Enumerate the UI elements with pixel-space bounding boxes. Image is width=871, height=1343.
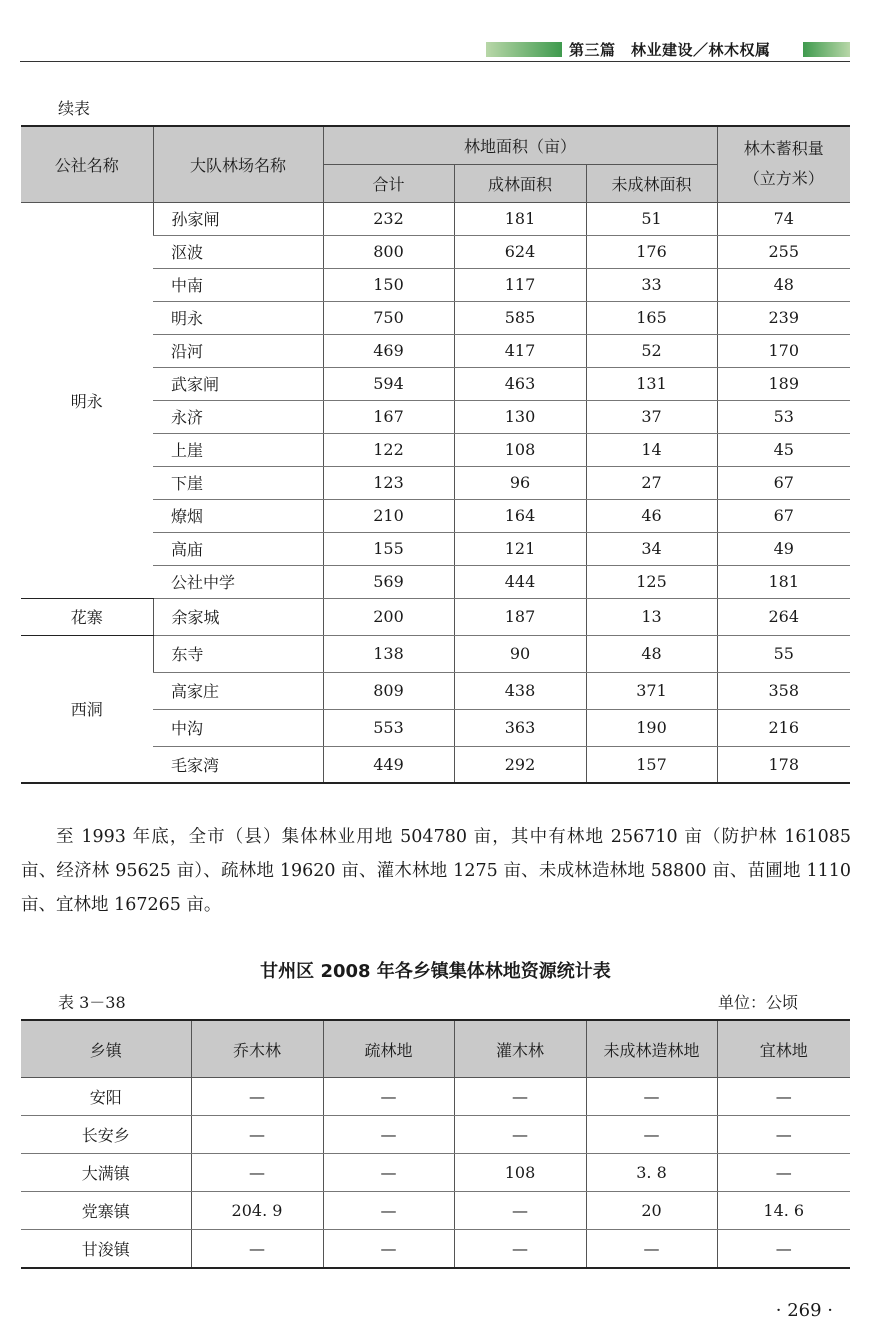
brigade-cell: 高庙 bbox=[153, 532, 323, 565]
header-commune: 公社名称 bbox=[21, 126, 153, 202]
t2-header-arbor: 乔木林 bbox=[191, 1020, 323, 1078]
table1-caption: 续表 bbox=[58, 99, 91, 118]
immature-cell: 371 bbox=[586, 672, 717, 709]
immature-cell: 176 bbox=[586, 235, 717, 268]
mature-cell: 463 bbox=[454, 367, 586, 400]
stock-cell: 239 bbox=[717, 301, 850, 334]
brigade-cell: 余家城 bbox=[153, 598, 323, 635]
header-rule bbox=[20, 61, 850, 62]
value-cell: — bbox=[586, 1116, 717, 1154]
value-cell: — bbox=[191, 1230, 323, 1269]
table2-title: 甘州区 2008 年各乡镇集体林地资源统计表 bbox=[260, 961, 611, 982]
value-cell: — bbox=[586, 1230, 717, 1269]
mature-cell: 108 bbox=[454, 433, 586, 466]
value-cell: 3. 8 bbox=[586, 1154, 717, 1192]
mature-cell: 363 bbox=[454, 709, 586, 746]
total-cell: 809 bbox=[323, 672, 454, 709]
table-row bbox=[21, 598, 850, 635]
stock-cell: 216 bbox=[717, 709, 850, 746]
total-cell: 200 bbox=[323, 598, 454, 635]
immature-cell: 125 bbox=[586, 565, 717, 598]
mature-cell: 585 bbox=[454, 301, 586, 334]
immature-cell: 157 bbox=[586, 746, 717, 783]
stock-cell: 255 bbox=[717, 235, 850, 268]
brigade-cell: 毛家湾 bbox=[153, 746, 323, 783]
value-cell: — bbox=[191, 1078, 323, 1116]
immature-cell: 48 bbox=[586, 635, 717, 672]
mature-cell: 187 bbox=[454, 598, 586, 635]
table-row bbox=[21, 1192, 850, 1230]
township-cell: 甘浚镇 bbox=[21, 1230, 191, 1269]
stock-cell: 55 bbox=[717, 635, 850, 672]
value-cell: 20 bbox=[586, 1192, 717, 1230]
t2-header-sparse: 疏林地 bbox=[323, 1020, 454, 1078]
value-cell: — bbox=[323, 1192, 454, 1230]
commune-cell: 花寨 bbox=[21, 598, 153, 635]
value-cell: 14. 6 bbox=[717, 1192, 850, 1230]
brigade-cell: 中南 bbox=[153, 268, 323, 301]
total-cell: 469 bbox=[323, 334, 454, 367]
stock-cell: 48 bbox=[717, 268, 850, 301]
value-cell: — bbox=[323, 1078, 454, 1116]
total-cell: 553 bbox=[323, 709, 454, 746]
total-cell: 232 bbox=[323, 202, 454, 235]
mature-cell: 121 bbox=[454, 532, 586, 565]
brigade-cell: 东寺 bbox=[153, 635, 323, 672]
immature-cell: 13 bbox=[586, 598, 717, 635]
value-cell: — bbox=[717, 1230, 850, 1269]
t2-header-township: 乡镇 bbox=[21, 1020, 191, 1078]
immature-cell: 165 bbox=[586, 301, 717, 334]
commune-cell: 明永 bbox=[21, 202, 153, 598]
brigade-cell: 武家闸 bbox=[153, 367, 323, 400]
brigade-cell: 高家庄 bbox=[153, 672, 323, 709]
table-row bbox=[21, 1078, 850, 1116]
header-decoration-bar-right bbox=[803, 42, 850, 57]
value-cell: — bbox=[454, 1078, 586, 1116]
stock-cell: 49 bbox=[717, 532, 850, 565]
total-cell: 449 bbox=[323, 746, 454, 783]
table-row bbox=[21, 635, 850, 672]
value-cell: 204. 9 bbox=[191, 1192, 323, 1230]
immature-cell: 51 bbox=[586, 202, 717, 235]
value-cell: — bbox=[191, 1154, 323, 1192]
page-header bbox=[20, 38, 850, 62]
brigade-cell: 孙家闸 bbox=[153, 202, 323, 235]
brigade-cell: 沿河 bbox=[153, 334, 323, 367]
total-cell: 150 bbox=[323, 268, 454, 301]
t2-header-suitable: 宜林地 bbox=[717, 1020, 850, 1078]
table-row bbox=[21, 1116, 850, 1154]
stock-cell: 170 bbox=[717, 334, 850, 367]
value-cell: — bbox=[323, 1154, 454, 1192]
immature-cell: 27 bbox=[586, 466, 717, 499]
total-cell: 167 bbox=[323, 400, 454, 433]
brigade-cell: 下崖 bbox=[153, 466, 323, 499]
immature-cell: 46 bbox=[586, 499, 717, 532]
stock-cell: 264 bbox=[717, 598, 850, 635]
mature-cell: 117 bbox=[454, 268, 586, 301]
value-cell: — bbox=[323, 1116, 454, 1154]
immature-cell: 131 bbox=[586, 367, 717, 400]
township-cell: 长安乡 bbox=[21, 1116, 191, 1154]
header-stock-line2: （立方米） bbox=[743, 169, 824, 189]
total-cell: 800 bbox=[323, 235, 454, 268]
header-area-group: 林地面积（亩） bbox=[323, 126, 717, 164]
brigade-cell: 明永 bbox=[153, 301, 323, 334]
township-cell: 大满镇 bbox=[21, 1154, 191, 1192]
total-cell: 594 bbox=[323, 367, 454, 400]
value-cell: — bbox=[454, 1192, 586, 1230]
total-cell: 210 bbox=[323, 499, 454, 532]
total-cell: 750 bbox=[323, 301, 454, 334]
immature-cell: 52 bbox=[586, 334, 717, 367]
table2-unit: 单位：公顷 bbox=[718, 993, 799, 1012]
value-cell: — bbox=[323, 1230, 454, 1269]
stock-cell: 358 bbox=[717, 672, 850, 709]
stock-cell: 178 bbox=[717, 746, 850, 783]
value-cell: — bbox=[717, 1116, 850, 1154]
header-brigade: 大队林场名称 bbox=[153, 126, 323, 202]
forest-brigade-table bbox=[21, 125, 850, 784]
header-decoration-bar-left bbox=[486, 42, 562, 57]
brigade-cell: 上崖 bbox=[153, 433, 323, 466]
table-row bbox=[21, 1154, 850, 1192]
total-cell: 138 bbox=[323, 635, 454, 672]
mature-cell: 181 bbox=[454, 202, 586, 235]
header-immature: 未成林面积 bbox=[586, 164, 717, 202]
brigade-cell: 沤波 bbox=[153, 235, 323, 268]
brigade-cell: 永济 bbox=[153, 400, 323, 433]
value-cell: — bbox=[586, 1078, 717, 1116]
table2-body bbox=[21, 1078, 850, 1269]
table-row bbox=[21, 1230, 850, 1269]
commune-cell: 西洞 bbox=[21, 635, 153, 783]
stock-cell: 67 bbox=[717, 499, 850, 532]
summary-paragraph: 至 1993 年底，全市（县）集体林业用地 504780 亩，其中有林地 256710 亩（防护林 161085 亩、经济林 95625 亩）、疏林地 19620 亩、灌木林地 1275 亩、未成林造林地 58800 亩、苗圃地 1110 亩、宜林地 167265 亩。 bbox=[21, 827, 851, 915]
value-cell: — bbox=[717, 1154, 850, 1192]
value-cell: — bbox=[191, 1116, 323, 1154]
township-forest-table bbox=[21, 1019, 850, 1269]
township-cell: 安阳 bbox=[21, 1078, 191, 1116]
value-cell: — bbox=[717, 1078, 850, 1116]
value-cell: — bbox=[454, 1116, 586, 1154]
table-row bbox=[21, 202, 850, 235]
value-cell: — bbox=[454, 1230, 586, 1269]
immature-cell: 14 bbox=[586, 433, 717, 466]
total-cell: 569 bbox=[323, 565, 454, 598]
mature-cell: 417 bbox=[454, 334, 586, 367]
mature-cell: 130 bbox=[454, 400, 586, 433]
t2-header-shrub: 灌木林 bbox=[454, 1020, 586, 1078]
immature-cell: 34 bbox=[586, 532, 717, 565]
mature-cell: 164 bbox=[454, 499, 586, 532]
page-number: · 269 · bbox=[775, 1300, 833, 1321]
header-total: 合计 bbox=[323, 164, 454, 202]
immature-cell: 37 bbox=[586, 400, 717, 433]
t2-header-immature: 未成林造林地 bbox=[586, 1020, 717, 1078]
stock-cell: 45 bbox=[717, 433, 850, 466]
mature-cell: 90 bbox=[454, 635, 586, 672]
brigade-cell: 燎烟 bbox=[153, 499, 323, 532]
total-cell: 155 bbox=[323, 532, 454, 565]
mature-cell: 96 bbox=[454, 466, 586, 499]
header-stock-line1: 林木蓄积量 bbox=[743, 139, 824, 159]
mature-cell: 444 bbox=[454, 565, 586, 598]
brigade-cell: 公社中学 bbox=[153, 565, 323, 598]
stock-cell: 181 bbox=[717, 565, 850, 598]
value-cell: 108 bbox=[454, 1154, 586, 1192]
stock-cell: 74 bbox=[717, 202, 850, 235]
immature-cell: 33 bbox=[586, 268, 717, 301]
table2-label: 表 3－38 bbox=[58, 993, 126, 1012]
chapter-title: 第三篇 林业建设／林木权属 bbox=[569, 41, 771, 59]
stock-cell: 53 bbox=[717, 400, 850, 433]
header-mature: 成林面积 bbox=[454, 164, 586, 202]
township-cell: 党寨镇 bbox=[21, 1192, 191, 1230]
stock-cell: 189 bbox=[717, 367, 850, 400]
brigade-cell: 中沟 bbox=[153, 709, 323, 746]
total-cell: 123 bbox=[323, 466, 454, 499]
total-cell: 122 bbox=[323, 433, 454, 466]
mature-cell: 438 bbox=[454, 672, 586, 709]
mature-cell: 292 bbox=[454, 746, 586, 783]
stock-cell: 67 bbox=[717, 466, 850, 499]
immature-cell: 190 bbox=[586, 709, 717, 746]
mature-cell: 624 bbox=[454, 235, 586, 268]
table1-body bbox=[21, 202, 850, 783]
header-stock bbox=[717, 126, 850, 202]
